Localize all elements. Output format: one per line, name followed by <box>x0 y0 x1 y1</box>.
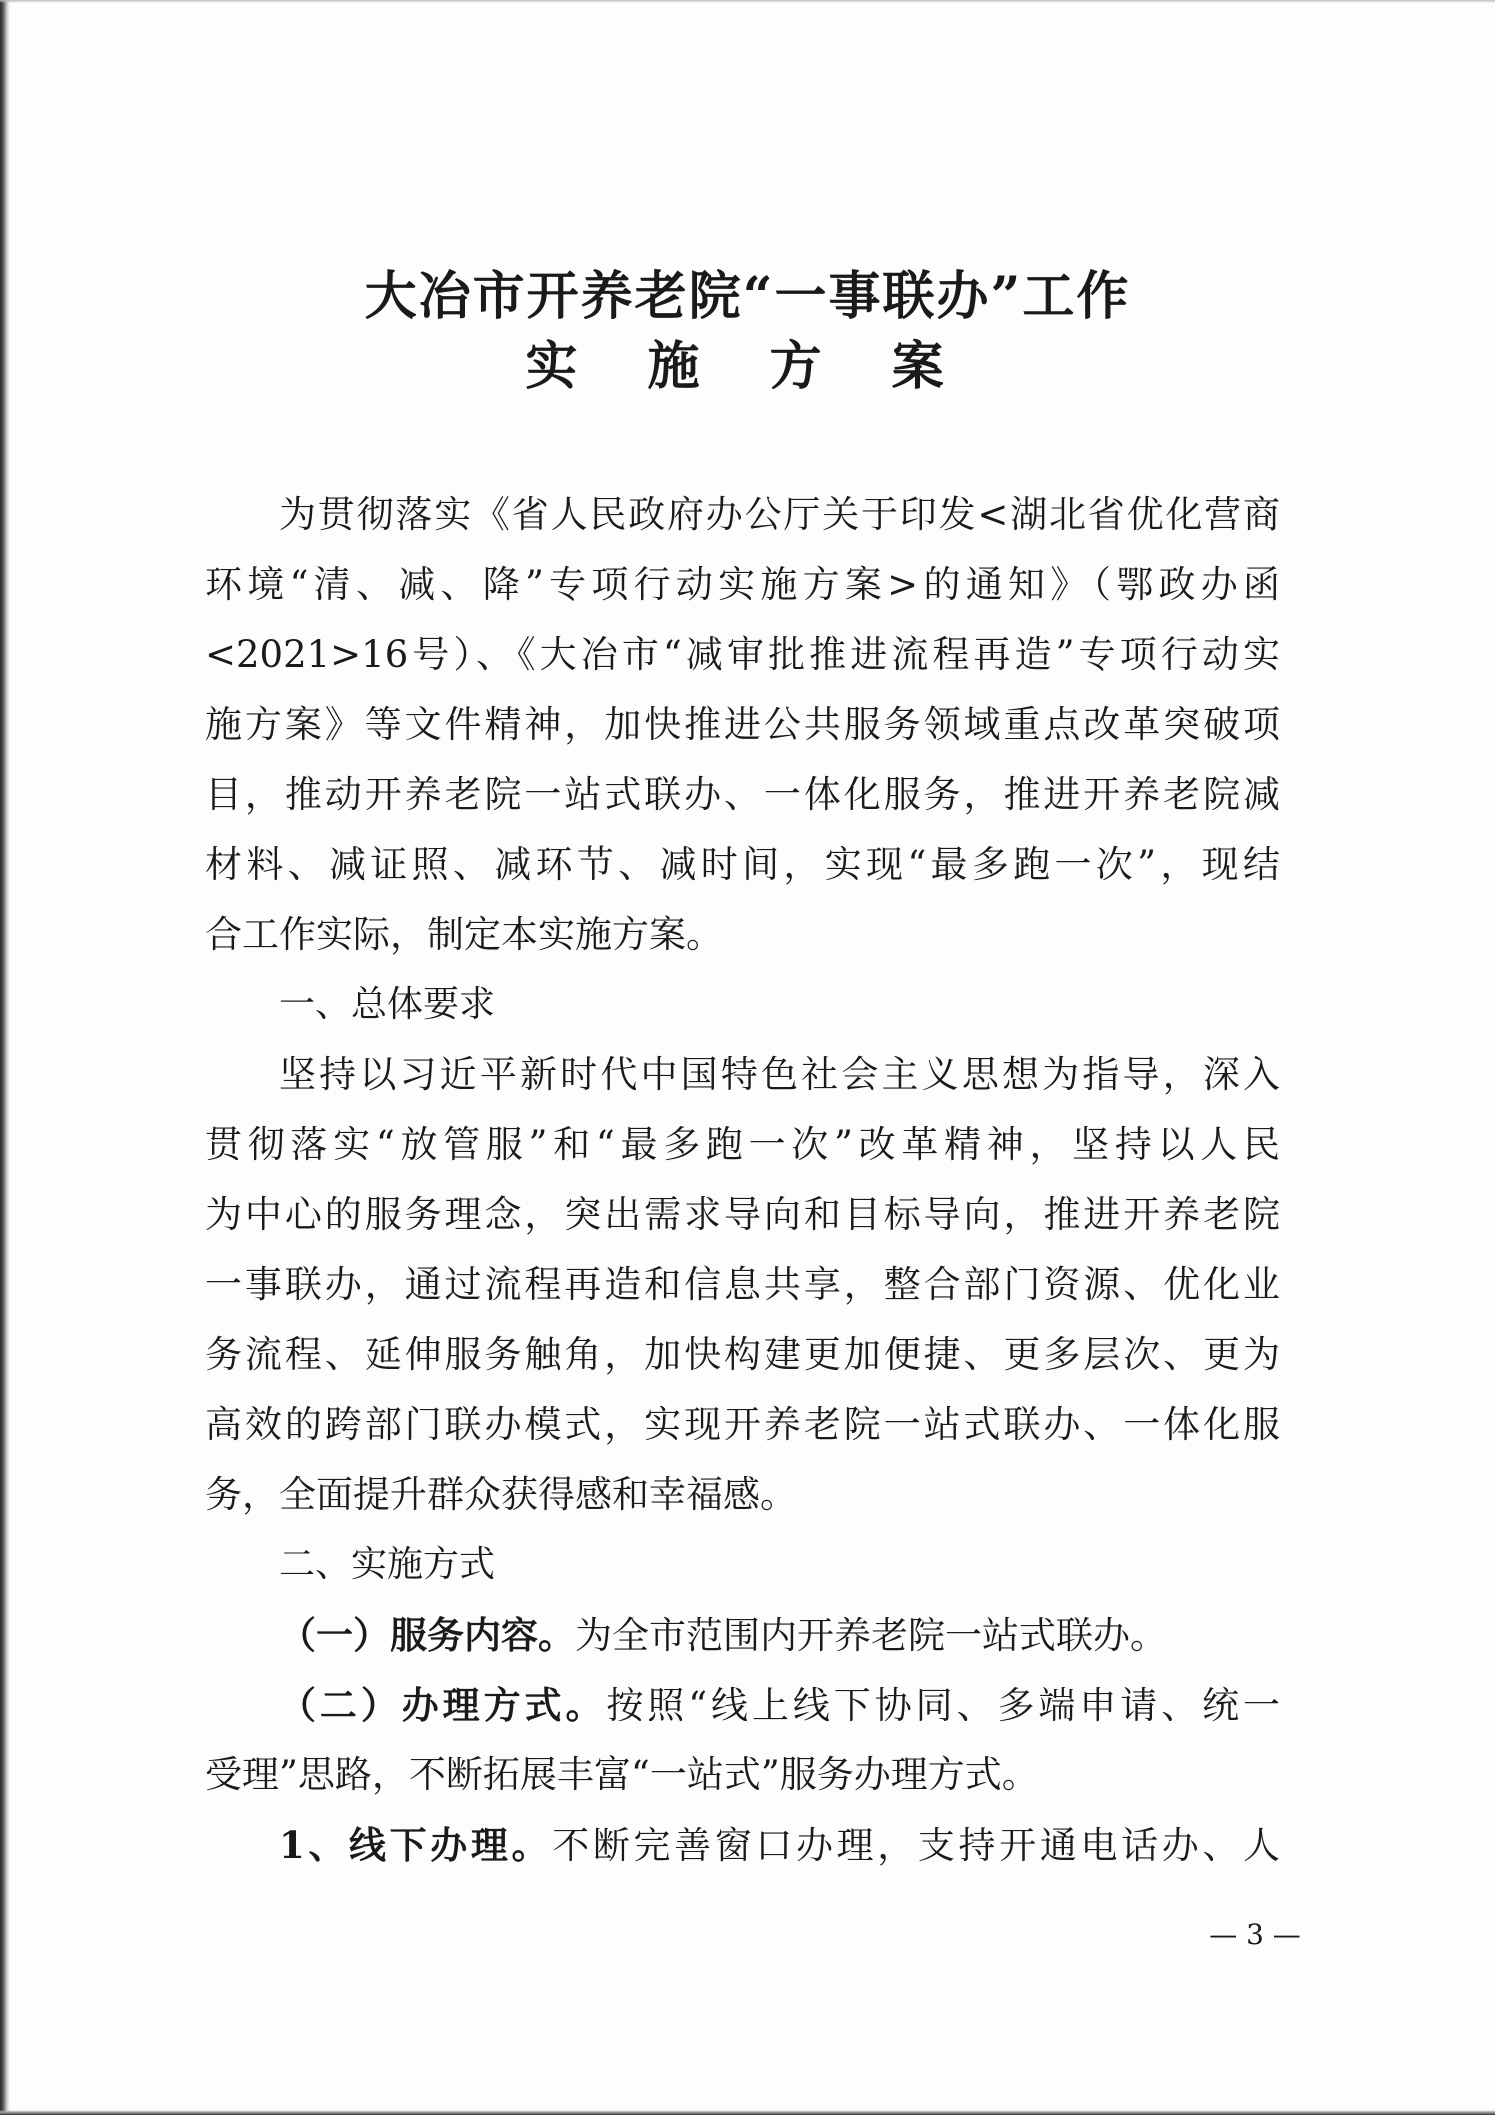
subsection-label: 1、线下办理。 <box>279 1823 553 1867</box>
scan-edge-top <box>0 0 1495 3</box>
body-line <box>205 550 1280 620</box>
scan-edge-bottom <box>0 2110 1495 2115</box>
body-line <box>205 1600 1280 1670</box>
body-line-text: 为贯彻落实《省人民政府办公厅关于印发<湖北省优化营商 <box>279 493 1280 536</box>
body-line-text: 一、总体要求 <box>279 984 496 1025</box>
body-line <box>205 1110 1280 1180</box>
body-line <box>205 1670 1280 1740</box>
body-line-text: 材料、减证照、减环节、减时间，实现“最多跑一次”，现结 <box>205 843 1280 886</box>
body-line <box>205 1810 1280 1880</box>
body-line-text: 务，全面提升群众获得感和幸福感。 <box>205 1473 797 1516</box>
document-title-line-2: 实 施 方 案 <box>525 336 970 397</box>
scan-edge-left <box>0 0 10 2115</box>
body-line-text: 按照“线上线下协同、多端申请、统一 <box>606 1684 1280 1727</box>
body-line <box>205 1040 1280 1110</box>
body-line-text: 一事联办，通过流程再造和信息共享，整合部门资源、优化业 <box>205 1263 1280 1306</box>
body-line <box>205 830 1280 900</box>
body-line-text: 施方案》等文件精神，加快推进公共服务领域重点改革突破项 <box>205 703 1280 746</box>
body-line <box>205 1740 1280 1810</box>
section-heading <box>205 1530 1280 1600</box>
page-number: — 3 — <box>1209 1918 1301 1951</box>
body-line <box>205 690 1280 760</box>
body-line-text: 贯彻落实“放管服”和“最多跑一次”改革精神，坚持以人民 <box>205 1123 1280 1166</box>
body-line-text: 目，推动开养老院一站式联办、一体化服务，推进开养老院减 <box>205 773 1280 816</box>
subsection-label: （二）办理方式。 <box>279 1683 607 1727</box>
body-line-text: 为中心的服务理念，突出需求导向和目标导向，推进开养老院 <box>205 1193 1280 1236</box>
document-title-line-1: 大冶市开养老院“一事联办”工作 <box>364 266 1131 327</box>
subsection-label: （一）服务内容。 <box>279 1613 575 1657</box>
body-line-text: 受理”思路，不断拓展丰富“一站式”服务办理方式。 <box>205 1753 1039 1796</box>
body-line <box>205 1250 1280 1320</box>
body-line-text: 高效的跨部门联办模式，实现开养老院一站式联办、一体化服 <box>205 1403 1280 1446</box>
body-line <box>205 1390 1280 1460</box>
body-line <box>205 1320 1280 1390</box>
body-line <box>205 480 1280 550</box>
body-line-text: 不断完善窗口办理，支持开通电话办、人 <box>552 1824 1281 1867</box>
body-line-text: 环境“清、减、降”专项行动实施方案>的通知》（鄂政办函 <box>205 563 1280 606</box>
body-line <box>205 1180 1280 1250</box>
document-body <box>205 480 1280 1880</box>
body-line-text: 务流程、延伸服务触角，加快构建更加便捷、更多层次、更为 <box>205 1333 1280 1376</box>
body-line-text: <2021>16号）、《大冶市“减审批推进流程再造”专项行动实 <box>205 633 1280 676</box>
body-line-text: 合工作实际，制定本实施方案。 <box>205 913 723 956</box>
body-line <box>205 760 1280 830</box>
body-line-text: 坚持以习近平新时代中国特色社会主义思想为指导，深入 <box>279 1053 1280 1096</box>
body-line-text: 为全市范围内开养老院一站式联办。 <box>575 1614 1167 1657</box>
body-line <box>205 900 1280 970</box>
section-heading <box>205 970 1280 1040</box>
body-line-text: 二、实施方式 <box>279 1544 496 1585</box>
body-line <box>205 620 1280 690</box>
body-line <box>205 1460 1280 1530</box>
